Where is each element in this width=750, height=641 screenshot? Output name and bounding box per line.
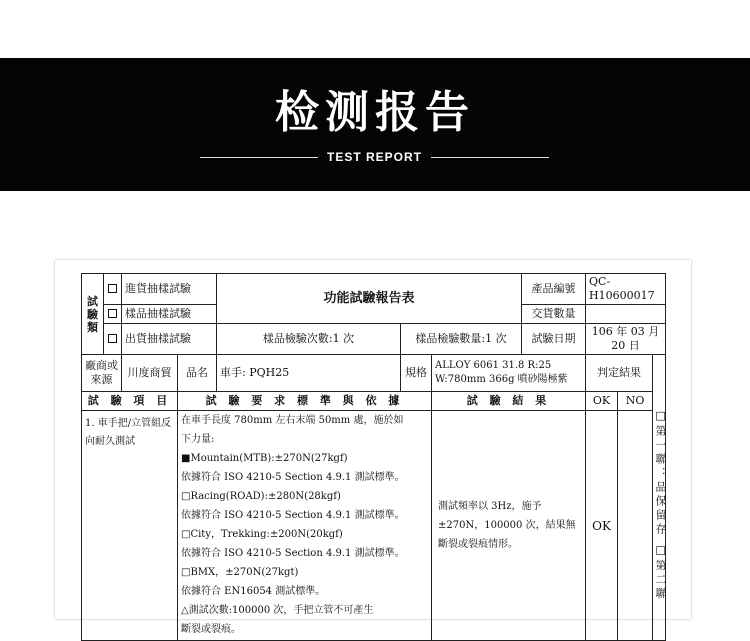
requirement-line: 斷裂或裂痕。: [181, 624, 241, 635]
divider-left: [200, 157, 318, 158]
product-name: 車手: PQH25: [217, 355, 401, 392]
banner-title: 检测报告: [275, 87, 475, 138]
report-table: [81, 273, 666, 641]
checkbox-label-outgoing: 出貨抽樣試驗: [122, 324, 217, 355]
requirement-line: 依據符合 ISO 4210-5 Section 4.9.1 測試標準。: [181, 510, 405, 521]
ok-mark: OK: [586, 411, 618, 641]
requirement-line: ■Mountain(MTB):±270N(27kgf): [181, 453, 348, 464]
requirement-line: □BMX，±270N(27kgt): [181, 567, 299, 578]
form-title: 功能試驗報告表: [217, 274, 522, 324]
test-date-label: 試驗日期: [522, 324, 586, 355]
col-header-item: 試 驗 項 目: [82, 392, 178, 411]
category-label: 試驗類: [82, 274, 104, 355]
divider-right: [431, 157, 549, 158]
col-header-result: 試 驗 結 果: [432, 392, 586, 411]
checkbox-incoming[interactable]: [104, 274, 122, 305]
vendor-label: 廠商或來源: [82, 355, 122, 392]
delivery-qty: [586, 305, 666, 324]
report-banner: [0, 58, 750, 191]
requirement-line: □City，Trekking:±200N(20kgf): [181, 529, 343, 540]
spec-line-2: W:780mm 366g 噴砂陽極紫: [435, 374, 568, 385]
no-mark: [618, 411, 653, 641]
col-header-requirements: 試 驗 要 求 標 準 與 依 據: [178, 392, 432, 411]
judgement-label: 判定結果: [586, 355, 653, 392]
checkbox-label-sample: 樣品抽樣試驗: [122, 305, 217, 324]
requirement-line: △測試次數:100000 次，手把立管不可產生: [181, 605, 374, 616]
requirement-line: 依據符合 EN16054 測試標準。: [181, 586, 326, 597]
test-result: 測試頻率以 3Hz，施予±270N，100000 次，結果無斷裂或裂痕情形。: [432, 411, 586, 641]
copy-note-cell: [653, 355, 666, 641]
requirements-list: [178, 411, 432, 641]
spec-line-1: ALLOY 6061 31.8 R:25: [435, 360, 552, 371]
requirement-line: 依據符合 ISO 4210-5 Section 4.9.1 測試標準。: [181, 548, 405, 559]
product-no-label: 產品編號: [522, 274, 586, 305]
vendor: 川度商貿: [122, 355, 178, 392]
report-sheet: [55, 260, 691, 635]
spec-label: 規格: [401, 355, 432, 392]
requirement-line: □Racing(ROAD):±280N(28kgf): [181, 491, 341, 502]
product-name-label: 品名: [178, 355, 217, 392]
test-date: 106 年 03 月 20 日: [586, 324, 666, 355]
requirement-line: 下力量:: [181, 434, 215, 445]
checkbox-outgoing[interactable]: [104, 324, 122, 355]
col-header-ok: OK: [586, 392, 618, 411]
product-no: QC-H10600017: [586, 274, 666, 305]
sample-count: 樣品檢驗次數:1 次: [217, 324, 401, 355]
test-item: 1. 車手把/立管組反向耐久測試: [82, 411, 178, 641]
spec: [432, 355, 586, 392]
col-header-no: NO: [618, 392, 653, 411]
checkbox-sample[interactable]: [104, 305, 122, 324]
requirement-line: 在車手長度 780mm 左右末端 50mm 處，施於如: [181, 415, 404, 426]
sample-qty: 樣品檢驗數量:1 次: [401, 324, 522, 355]
requirement-line: 依據符合 ISO 4210-5 Section 4.9.1 測試標準。: [181, 472, 405, 483]
delivery-qty-label: 交貨數量: [522, 305, 586, 324]
banner-subtitle: TEST REPORT: [326, 150, 422, 164]
copy-note: □第一聯：品保留存 □第二聯: [654, 409, 668, 602]
checkbox-label-incoming: 進貨抽樣試驗: [122, 274, 217, 305]
